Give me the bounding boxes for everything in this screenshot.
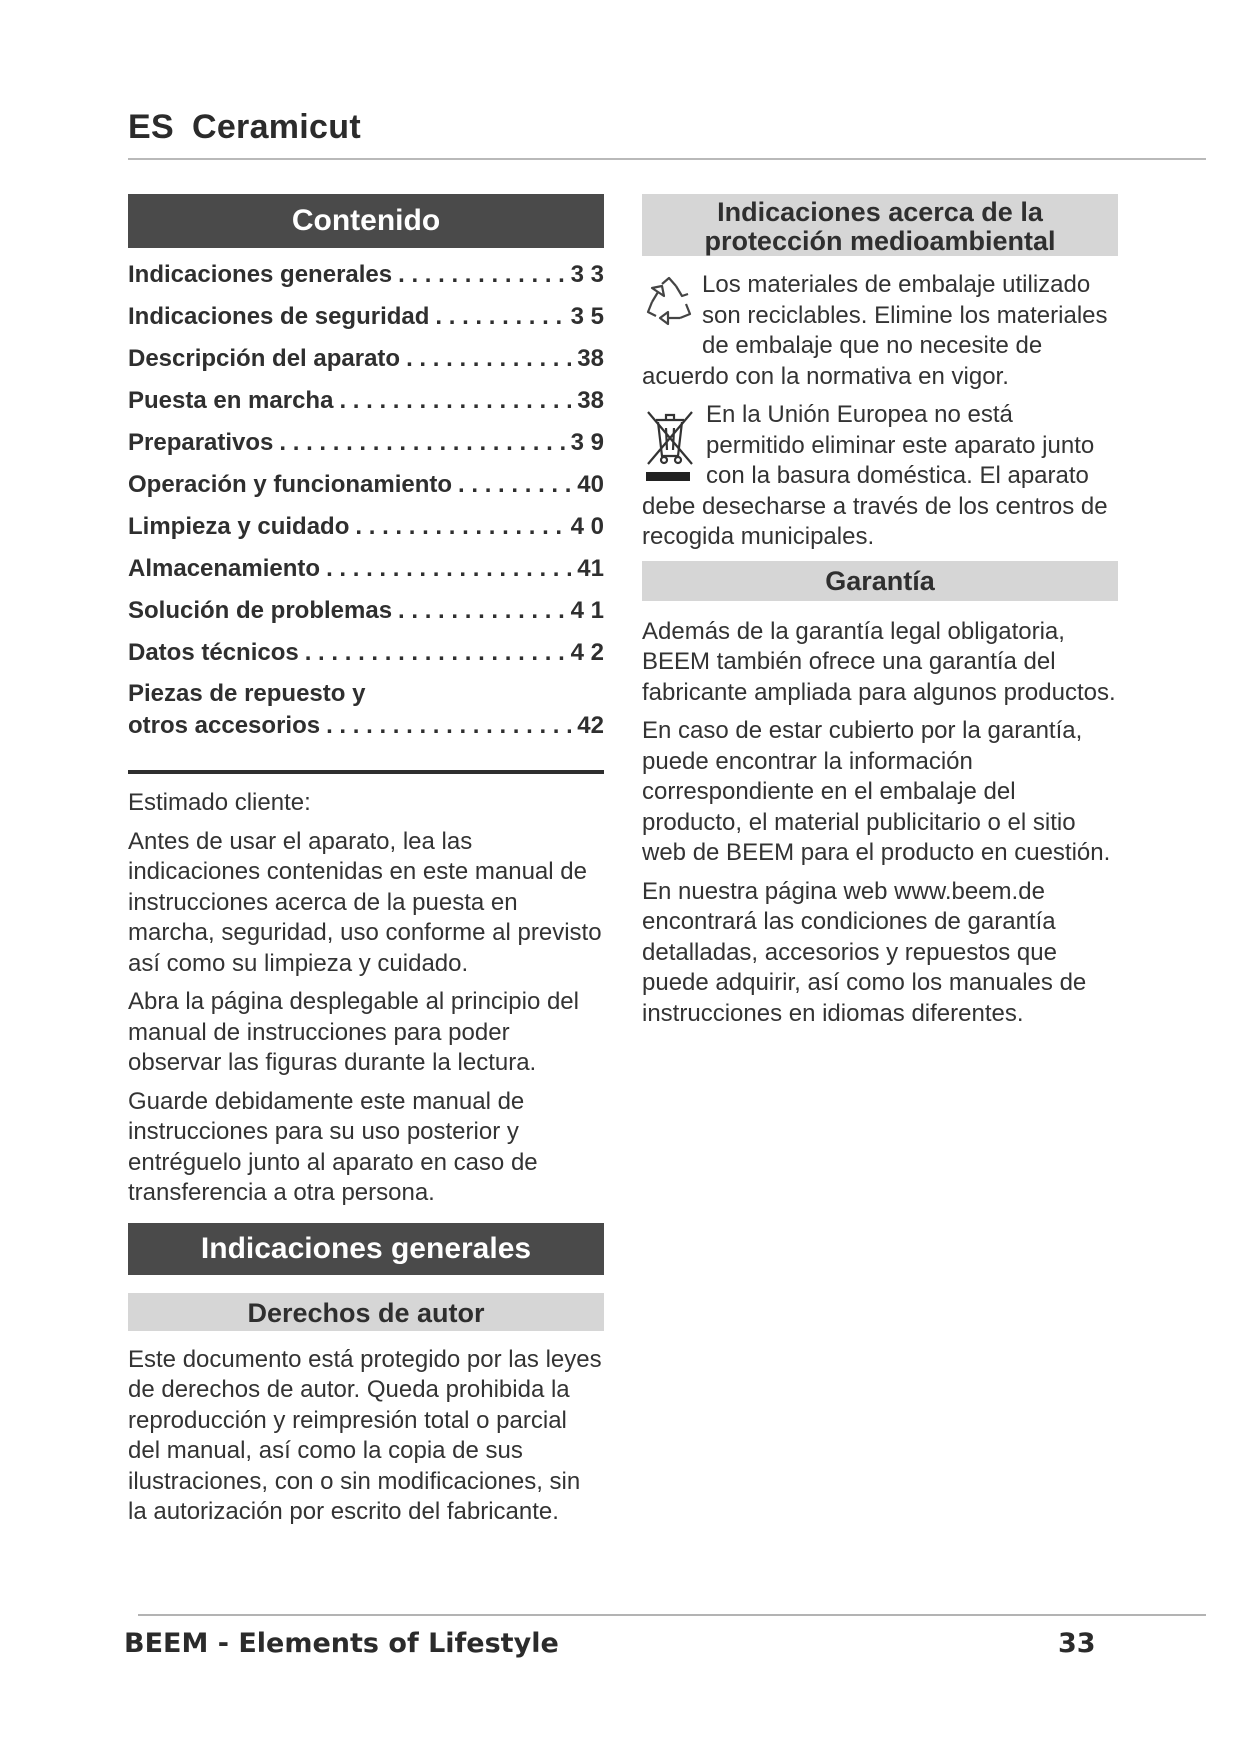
warranty-paragraph: Además de la garantía legal obligatoria, BEEM también ofrece una garantía del fabricante ampliada para algunos productos. <box>642 617 1116 706</box>
environment-title-line2: protección medioambiental <box>704 226 1056 256</box>
toc-leader <box>435 296 564 338</box>
footer-rule <box>138 1614 1206 1616</box>
toc-entry-label: Descripción del aparato <box>128 345 401 372</box>
toc-entry-page: 41 <box>577 555 604 582</box>
toc-entry-label: Datos técnicos <box>128 639 299 666</box>
environment-title-line1: Indicaciones acerca de la <box>717 197 1043 227</box>
intro-section <box>128 788 604 1209</box>
toc-entry-page: 4 1 <box>570 597 604 624</box>
toc-leader <box>398 254 565 296</box>
warranty-paragraph: En caso de estar cubierto por la garantía, puede encontrar la información correspondiente en el embalaje del producto, el material publicitario o el sitio web de BEEM para el producto en cuestión. <box>642 717 1111 866</box>
warranty-section <box>642 617 1118 1030</box>
toc-entry[interactable] <box>128 548 604 590</box>
section-title-environment <box>642 194 1118 256</box>
toc-entry-label-line1: Piezas de repuesto y <box>128 680 366 707</box>
toc-leader <box>458 464 571 506</box>
toc-entry[interactable] <box>128 464 604 506</box>
toc-entry[interactable] <box>128 422 604 464</box>
toc-leader <box>398 590 565 632</box>
footer-brand: BEEM - Elements of Lifestyle <box>124 1628 559 1659</box>
intro-paragraph: Abra la página desplegable al principio del manual de instrucciones para poder observar las figuras durante la lectura. <box>128 988 579 1076</box>
toc-entry-page: 3 9 <box>570 429 604 456</box>
right-column <box>642 194 1118 1037</box>
section-title-warranty: Garantía <box>642 561 1118 601</box>
toc-entry[interactable] <box>128 380 604 422</box>
toc-entry-label: Almacenamiento <box>128 555 321 582</box>
page-header <box>128 108 361 147</box>
toc-entry-page: 40 <box>577 471 604 498</box>
toc-entry-label: Solución de problemas <box>128 597 393 624</box>
recycling-text: Los materiales de embalaje utilizado son reciclables. Elimine los materiales de embalaje que no necesite de acuerdo con la normativa en vigor. <box>642 271 1108 390</box>
toc-entry-label: Indicaciones generales <box>128 261 393 288</box>
intro-paragraph: Antes de usar el aparato, lea las indicaciones contenidas en este manual de instrucciones acerca de la puesta en marcha, seguridad, uso conforme al previsto así como su limpieza y cuidado. <box>128 827 602 977</box>
toc-leader <box>355 506 564 548</box>
copyright-section <box>128 1345 604 1528</box>
toc-entry[interactable] <box>128 338 604 380</box>
warranty-paragraph: En nuestra página web www.beem.de encontrará las condiciones de garantía detalladas, accesorios y repuestos que puede adquirir, así como los manuales de instrucciones en idiomas diferentes. <box>642 877 1087 1027</box>
toc-leader <box>326 548 571 590</box>
toc-entry[interactable] <box>128 506 604 548</box>
greeting: Estimado cliente: <box>128 789 311 816</box>
toc-entry-page: 3 5 <box>570 303 604 330</box>
copyright-paragraph: Este documento está protegido por las leyes de derechos de autor. Queda prohibida la reproducción y reimpresión total o parcial del manual, así como la copia de sus ilustraciones, con o sin modificaciones, sin la autorización por escrito del fabricante. <box>128 1345 602 1525</box>
weee-paragraph <box>642 400 1118 553</box>
header-rule <box>128 158 1206 160</box>
page-number: 33 <box>1058 1628 1096 1659</box>
toc-entry-label: Operación y funcionamiento <box>128 471 453 498</box>
toc-entry-label-line2: otros accesorios <box>128 712 321 739</box>
toc-entry-label: Limpieza y cuidado <box>128 513 350 540</box>
section-title-general: Indicaciones generales <box>128 1223 604 1275</box>
toc-entry[interactable] <box>128 632 604 674</box>
toc-entry-label: Indicaciones de seguridad <box>128 303 430 330</box>
left-column <box>128 194 604 1536</box>
toc-leader <box>339 380 571 422</box>
toc-entry-page: 42 <box>577 712 604 739</box>
toc-leader <box>279 422 564 464</box>
toc-entry[interactable] <box>128 296 604 338</box>
weee-text: En la Unión Europea no está permitido eliminar este aparato junto con la basura doméstica. El aparato debe desecharse a través de los centros de recogida municipales. <box>642 401 1108 550</box>
language-code: ES <box>128 108 174 146</box>
toc-title: Contenido <box>128 194 604 248</box>
toc-entry-page: 38 <box>577 345 604 372</box>
toc-leader <box>326 710 571 742</box>
toc-entry[interactable] <box>128 254 604 296</box>
toc-entry-page: 3 3 <box>570 261 604 288</box>
toc-entry[interactable] <box>128 590 604 632</box>
toc-entry[interactable] <box>128 678 604 742</box>
intro-paragraph: Guarde debidamente este manual de instrucciones para su uso posterior y entréguelo junto al aparato en caso de transferencia a otra persona. <box>128 1087 538 1206</box>
subsection-title-copyright: Derechos de autor <box>128 1293 604 1331</box>
recycle-icon <box>642 274 698 336</box>
crossed-bin-icon <box>642 404 702 486</box>
toc-leader <box>406 338 571 380</box>
toc-entry-label: Preparativos <box>128 429 274 456</box>
recycling-paragraph <box>642 270 1118 392</box>
table-of-contents <box>128 254 604 742</box>
toc-leader <box>305 632 565 674</box>
product-name: Ceramicut <box>191 108 361 146</box>
toc-entry-label: Puesta en marcha <box>128 387 334 414</box>
toc-entry-page: 4 2 <box>570 639 604 666</box>
toc-entry-page: 4 0 <box>570 513 604 540</box>
section-divider <box>128 770 604 774</box>
toc-entry-page: 38 <box>577 387 604 414</box>
